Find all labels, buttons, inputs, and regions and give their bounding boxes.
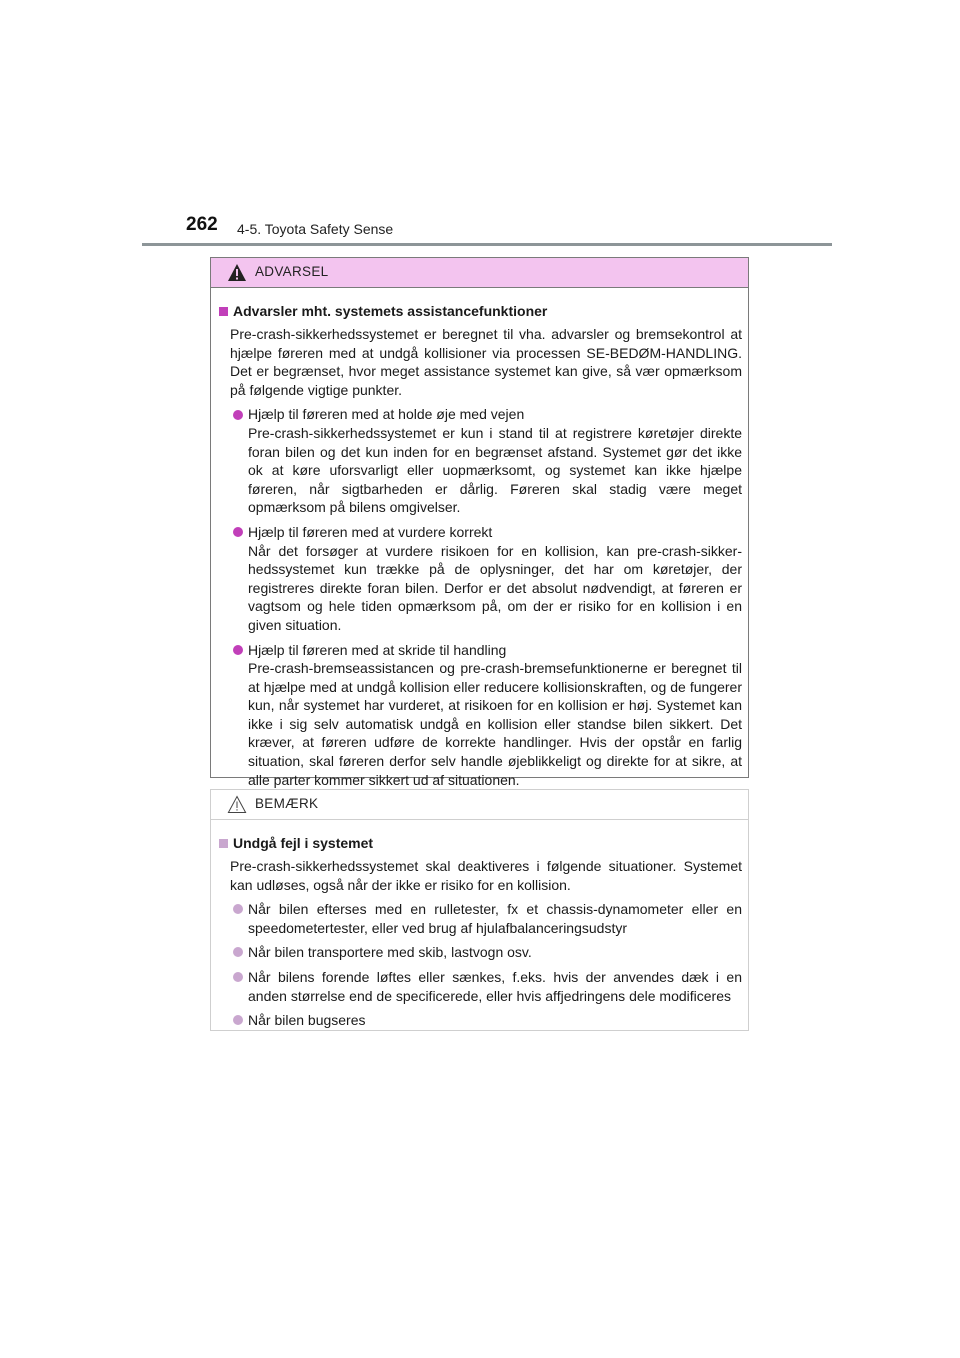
list-item <box>219 1011 742 1030</box>
item-title: Hjælp til føreren med at skride til handling <box>248 641 507 658</box>
list-item <box>219 523 742 635</box>
note-section-title: Undgå fejl i systemet <box>219 834 742 853</box>
square-bullet-icon <box>219 839 228 848</box>
bullet-icon <box>233 972 243 982</box>
header-rule <box>142 243 832 246</box>
square-bullet-icon <box>219 307 228 316</box>
note-box <box>210 789 749 1031</box>
warning-label: ADVARSEL <box>255 264 329 279</box>
list-item <box>219 943 742 962</box>
item-title: Hjælp til føreren med at vurdere korrekt <box>248 523 493 540</box>
bullet-icon <box>233 904 243 914</box>
warning-intro: Pre-crash-sikkerhedssystemet er beregnet til vha. advarsler og bremsekontrol at hjælpe føreren med at undgå kollisioner via processen SE-BEDØM-HANDLING. Det er begrænset, hvor meget assistance systemet kan give, så vær opmærksom på følgende vigtige punkter. <box>230 326 742 398</box>
note-header <box>211 790 748 820</box>
warning-triangle-icon <box>227 263 247 282</box>
bullet-icon <box>233 527 243 537</box>
warning-section-title: Advarsler mht. systemets assistancefunktioner <box>219 302 742 321</box>
bullet-icon <box>233 947 243 957</box>
section-title: 4-5. Toyota Safety Sense <box>237 221 394 237</box>
list-item <box>219 405 742 517</box>
caution-triangle-outline-icon <box>227 795 247 814</box>
bullet-icon <box>233 410 243 420</box>
note-label: BEMÆRK <box>255 796 319 811</box>
item-body: Pre-crash-sikkerhedssystemet er kun i stand til at registrere køretøjer direkte foran bilen og det kun inden for en begrænset afstand. Systemet gør det ikke ok at køre uforsvarligt eller uopmærksomt, og systemet kan ikke hjælpe føreren, når sigtbarheden er dårlig. Føreren skal stadig være meget opmærksom på bilens omgivelser. <box>248 424 742 516</box>
warning-box <box>210 257 749 788</box>
warning-header <box>211 258 748 288</box>
item-body: Når det forsøger at vurdere risikoen for en kollision, kan pre-crash-sikker-hedssystemet kun trække på de oplysninger, det har om køretøjer, der registreres direkte foran bilen. Derfor er det absolut nødvendigt, at føreren er vagtsom og hele tiden opmærksom på, om der er risiko for en kollision i en given situation. <box>248 542 742 633</box>
page-number: 262 <box>186 214 218 235</box>
item-title: Hjælp til føreren med at holde øje med vejen <box>248 406 525 423</box>
bullet-icon <box>233 1015 243 1025</box>
item-body: Pre-crash-bremseassistancen og pre-crash-bremsefunktionerne er beregnet til at hjælpe med at undgå kollision eller reducere kollisionskraften, og de fungerer kun, når systemet har vurderet, at risikoen for en kollision er høj. Systemet kan ikke i sig selv automatisk undgå en kollision eller standse bilen sikkert. Det kræver, at føreren udføre de korrekte handlinger. Hvis der opstår en farlig situation, skal føreren derfor selv handle øjeblikkeligt og direkte for at sikre, at alle parter kommer sikkert ud af situationen. <box>248 660 742 788</box>
warning-body <box>211 288 748 789</box>
note-body <box>211 820 748 1030</box>
list-item <box>219 900 742 937</box>
item-text: Når bilen efterses med en rulletester, fx et chassis-dynamometer eller en speedometertester, eller ved brug af hjulafbalanceringsudstyr <box>248 901 742 936</box>
note-intro: Pre-crash-sikkerhedssystemet skal deaktiveres i følgende situationer. Systemet kan udløses, også når der ikke er risiko for en kollision. <box>230 858 742 893</box>
list-item <box>219 968 742 1005</box>
item-text: Når bilen transportere med skib, lastvogn osv. <box>248 944 532 961</box>
list-item <box>219 641 742 790</box>
item-text: Når bilen bugseres <box>248 1012 366 1029</box>
item-text: Når bilens forende løftes eller sænkes, f.eks. hvis der anvendes dæk i en anden størrelse end de specificerede, eller hvis affjedringens dele modificeres <box>248 968 742 1004</box>
bullet-icon <box>233 645 243 655</box>
